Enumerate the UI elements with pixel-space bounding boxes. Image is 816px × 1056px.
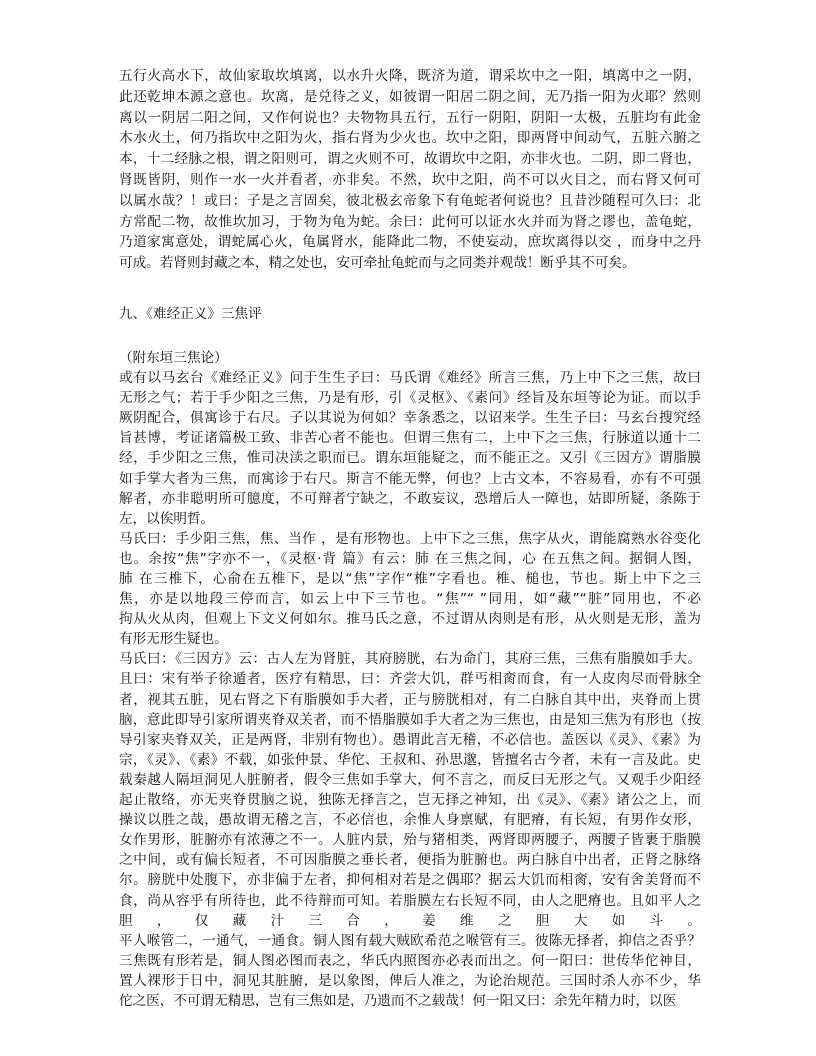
text-line: 离以一阴居二阳之间，又作何说也？夫物物具五行，五行一阴阳，阴阳一太极，五脏均有此金 bbox=[119, 109, 701, 126]
text-line: 平人喉管二，一通气，一通食。铜人图有载大贼欧希范之喉管有三。彼陈无择者，抑信之否乎？ bbox=[119, 932, 701, 949]
paragraph bbox=[119, 931, 701, 1011]
text-line: 之中间，或有偏长短者，不可因脂膜之垂长者，便指为脏腑也。两白脉自中出者，正肾之脉络 bbox=[119, 852, 701, 869]
text-line: 且曰：宋有举子徐遁者，医疗有精思，曰：齐尝大饥，群丐相脔而食，有一人皮肉尽而骨脉全 bbox=[119, 671, 701, 688]
spacer bbox=[119, 324, 701, 348]
text-line: 焦，亦是以地段三停而言，如云上中下三节也。“焦”“ ”同用，如“藏”“脏”同用也，不必 bbox=[119, 591, 701, 608]
text-line: 左，以俟明哲。 bbox=[119, 510, 215, 527]
text-line: 肾既皆阴，则作一水一火并看者，亦非矣。不然，坎中之阳，尚不可以火目之，而右肾又何可 bbox=[119, 171, 701, 188]
text-line: 五行火高水下，故仙家取坎填离，以水升火降，既济为道，谓采坎中之一阳，填离中之一阴， bbox=[119, 68, 701, 84]
text-line: 经，手少阳之三焦，惟司决渎之职而已。谓东垣能疑之，而不能正之。又引《三因方》谓脂膜 bbox=[119, 450, 701, 467]
text-line: 者，视其五脏，见右肾之下有脂膜如手大者，正与膀胱相对，有二白脉自其中出，夹脊而上贯 bbox=[119, 691, 701, 708]
text-line: 宗，《灵》、《素》不载，如张仲景、华佗、王叔和、孙思邈，皆擅名古今者，未有一言及此。史 bbox=[119, 751, 701, 768]
text-line: 如手掌大者为三焦，而寓诊于右尺。斯言不能无弊，何也？上古文本，不容易看，亦有不可强 bbox=[119, 470, 701, 487]
text-line: 乃道家寓意处，谓蛇属心火，龟属肾水，能降此二物，不使妄动，庶坎离得以交 ，而身中之丹 bbox=[119, 234, 701, 251]
text-line: 载秦越人隔垣洞见人脏腑者，假令三焦如手掌大，何不言之，而反曰无形之气。又观手少阳经 bbox=[119, 771, 701, 788]
text-line: 佗之医，不可谓无精思，岂有三焦如是，乃遗而不之载哉！何一阳又曰：余先年精力时，以医 bbox=[119, 992, 677, 1009]
text-line: 三焦既有形若是，铜人图必图而表之，华氏内照图亦必表而出之。何一阳曰：世传华佗神目， bbox=[119, 952, 701, 969]
text-line: 此还乾坤本源之意也。坎离，是兑待之义，如彼谓一阳居二阴之间，无乃指一阳为火耶？然则 bbox=[119, 88, 701, 105]
text-line: 厥阴配合，俱寓诊于右尺。子以其说为何如？幸条悉之，以诏来学。生生子曰：马玄台搜究经 bbox=[119, 410, 701, 427]
text-line: 操议以胜之哉，愚故谓无稽之言，不必信也，余惟人身禀赋，有肥瘠，有长短，有男作女形， bbox=[119, 812, 701, 829]
document-page bbox=[119, 66, 701, 1011]
paragraph bbox=[119, 529, 701, 650]
text-line: 脑，意此即导引家所谓夹脊双关者，而不悟脂膜如手大者之为三焦也，由是知三焦为有形也（按 bbox=[119, 711, 701, 728]
text-line: 马氏曰：手少阳三焦，焦、当作 ，是有形物也。上中下之三焦，焦字从火，谓能腐熟水谷变化 bbox=[119, 530, 701, 547]
text-line: 也。余按“焦”字亦不一，《灵枢·背 篇》有云：肺 在三焦之间，心 在五焦之间。据铜人图， bbox=[119, 550, 701, 567]
text-line: 起止散络，亦无夹脊贯脑之说，独陈无择言之，岂无择之神知，出《灵》、《素》诸公之上，而 bbox=[119, 792, 701, 809]
text-line: （附东垣三焦论） bbox=[119, 349, 228, 366]
text-line: 肺 在三椎下，心俞在五椎下，是以“焦”字作“椎”字看也。椎、槌也，节也。斯上中下之三 bbox=[119, 571, 701, 587]
paragraph bbox=[119, 649, 701, 930]
text-line: 胆，仅藏汁三合，姜维之胆大如斗。 bbox=[119, 912, 701, 929]
text-line: 以属水哉？！或曰：子是之言固矣，彼北极玄帝象下有龟蛇者何说也？且昔沙随程可久曰：北 bbox=[119, 192, 701, 209]
paragraph bbox=[119, 66, 701, 274]
text-line: 解者，亦非聪明所可臆度，不可辩者宁缺之，不敢妄议，恐增后人一障也，姑即所疑，条陈于 bbox=[119, 490, 701, 507]
text-line: 导引家夹脊双关，正是两肾，非别有物也）。愚谓此言无稽，不必信也。盖医以《灵》、《素》为 bbox=[119, 731, 701, 748]
text-line: 女作男形，脏腑亦有浓薄之不一。人脏内景，殆与猪相类，两肾即两腰子，两腰子皆裹于脂膜 bbox=[119, 832, 701, 849]
paragraph bbox=[119, 368, 701, 529]
text-line: 可成。若肾则封藏之本，精之处也，安可牵扯龟蛇而与之同类并观哉！断乎其不可矣。 bbox=[119, 255, 636, 272]
text-line: 食，尚从容乎有所待也，此不待辩而可知。若脂膜左右长短不同，由人之肥瘠也。且如平人之 bbox=[119, 892, 701, 909]
text-line: 或有以马玄台《难经正义》问于生生子曰：马氏谓《难经》所言三焦，乃上中下之三焦，故曰 bbox=[119, 370, 701, 387]
text-line: 木水火土，何乃指坎中之阳为火，指右肾为少火也。坎中之阳，即两肾中间动气，五脏六腑之 bbox=[119, 130, 701, 147]
subheading-paragraph bbox=[119, 348, 701, 368]
text-line: 尔。膀胱中处腹下，亦非偏于左者，抑何相对若是之偶耶？据云大饥而相脔，安有舍美肾而不 bbox=[119, 872, 701, 889]
text-line: 无形之气；若于手少阳之三焦，乃是有形，引《灵枢》、《素问》经旨及东垣等论为证。而以手 bbox=[119, 390, 701, 407]
text-line: 方常配二物，故惟坎加习，于物为龟为蛇。余曰：此何可以证水火并而为肾之谬也，盖龟蛇， bbox=[119, 213, 701, 230]
text-line: 本，十二经脉之根，谓之阳则可，谓之火则不可，故谓坎中之阳，亦非火也。二阴，即二肾也， bbox=[119, 151, 701, 168]
text-line: 有形无形生疑也。 bbox=[119, 631, 228, 648]
text-line: 拘从火从肉，但观上下文义何如尔。推马氏之意，不过谓从肉则是有形，从火则是无形，盖为 bbox=[119, 611, 701, 628]
text-line: 马氏曰：《三因方》云：古人左为肾脏，其府膀胱，右为命门，其府三焦，三焦有脂膜如手大。 bbox=[119, 651, 701, 668]
text-line: 旨甚博，考证诸篇极工致、非苦心者不能也。但谓三焦有二，上中下之三焦，行脉道以通十二 bbox=[119, 430, 701, 447]
text-line: 置人裸形于日中，洞见其脏腑，是以象图，俾后人准之，为论治规范。三国时杀人亦不少，华 bbox=[119, 972, 701, 989]
section-heading: 九、《难经正义》三焦评 bbox=[119, 305, 262, 322]
